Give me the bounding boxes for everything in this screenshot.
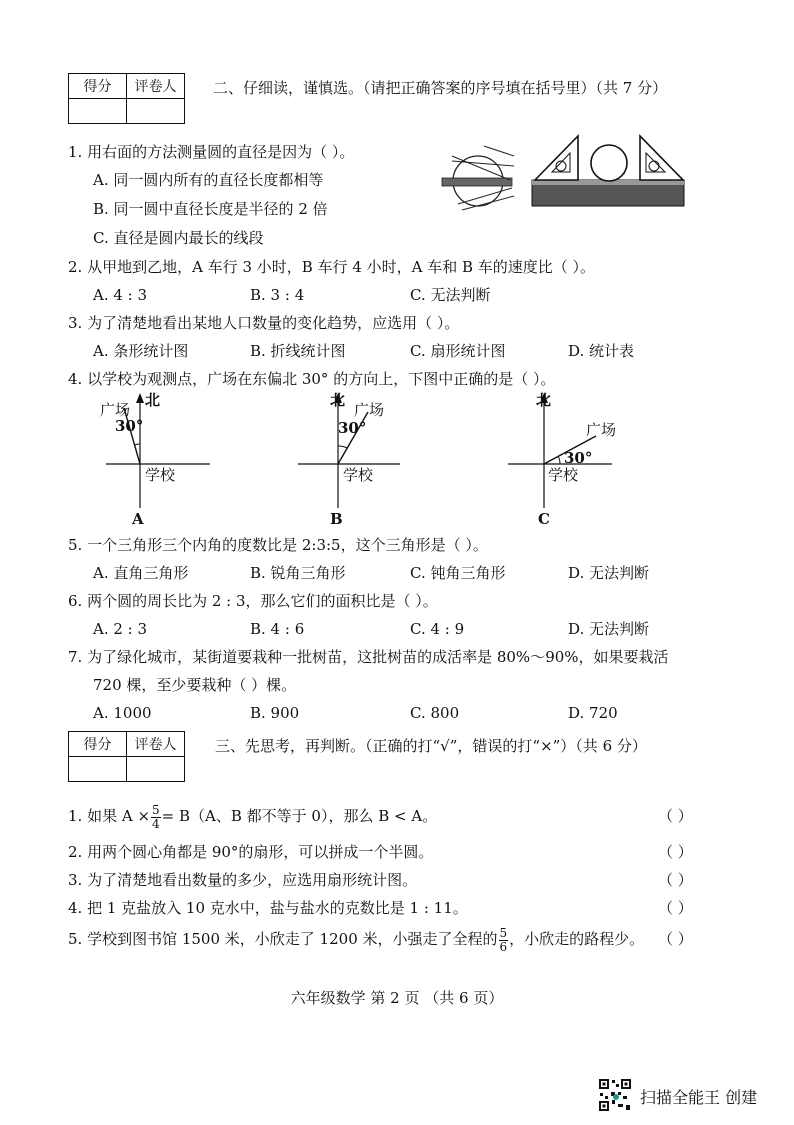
option-label-b: B xyxy=(330,510,343,528)
q7-option-d[interactable]: D. 720 xyxy=(568,704,618,722)
q7-stem-line2: 720 棵，至少要栽种（ ）棵。 xyxy=(93,676,297,694)
q7-option-c[interactable]: C. 800 xyxy=(410,704,460,722)
direction-diagram-a[interactable] xyxy=(98,390,218,530)
answer-bracket-1[interactable]: （ ） xyxy=(658,807,693,825)
q1-option-c[interactable]: C. 直径是圆内最长的线段 xyxy=(93,229,264,247)
grader-cell[interactable] xyxy=(127,99,185,124)
q4-stem: 4. 以学校为观测点，广场在东偏北 30° 的方向上，下图中正确的是（ ）。 xyxy=(68,370,556,388)
diameter-measure-illustration xyxy=(440,126,685,216)
qr-code-icon xyxy=(598,1078,632,1112)
answer-bracket-4[interactable]: （ ） xyxy=(658,899,693,917)
section3-title: 三、先思考，再判断。（正确的打“√”，错误的打“×”）（共 6 分） xyxy=(215,737,647,755)
angle-label-a: 30° xyxy=(115,417,144,435)
answer-bracket-5[interactable]: （ ） xyxy=(658,930,693,948)
grader-label: 评卷人 xyxy=(127,74,185,99)
q6-option-a[interactable]: A. 2 : 3 xyxy=(93,620,148,638)
fraction-5-4 xyxy=(151,804,161,831)
score-cell[interactable] xyxy=(69,757,127,782)
option-label-a: A xyxy=(132,510,144,528)
q7-stem: 7. 为了绿化城市，某街道要栽种一批树苗，这批树苗的成活率是 80%～90%，如果要栽活 xyxy=(68,648,669,666)
angle-label-b: 30° xyxy=(338,419,367,437)
answer-bracket-3[interactable]: （ ） xyxy=(658,871,693,889)
judge-item-5-suffix: ，小欣走的路程少。 xyxy=(509,930,645,948)
q7-option-a[interactable]: A. 1000 xyxy=(93,704,152,722)
option-label-c: C xyxy=(538,510,550,528)
judge-item-4: 4. 把 1 克盐放入 10 克水中，盐与盐水的克数比是 1 : 11。 xyxy=(68,899,468,917)
school-label-a: 学校 xyxy=(145,466,176,484)
plaza-label-c: 广场 xyxy=(586,421,617,439)
judge-item-5-prefix: 5. 学校到图书馆 1500 米，小欣走了 1200 米，小强走了全程的 xyxy=(68,930,498,948)
q2-option-b[interactable]: B. 3 : 4 xyxy=(250,286,305,304)
north-label-c: 北 xyxy=(536,391,552,409)
q1-option-b[interactable]: B. 同一圆中直径长度是半径的 2 倍 xyxy=(93,200,328,218)
school-label-b: 学校 xyxy=(343,466,374,484)
q5-option-b[interactable]: B. 锐角三角形 xyxy=(250,564,346,582)
fraction-denominator: 4 xyxy=(152,816,160,831)
grader-label: 评卷人 xyxy=(127,732,185,757)
score-cell[interactable] xyxy=(69,99,127,124)
q3-option-a[interactable]: A. 条形统计图 xyxy=(93,342,189,360)
q1-option-a[interactable]: A. 同一圆内所有的直径长度都相等 xyxy=(93,171,324,189)
q1-stem: 1. 用右面的方法测量圆的直径是因为（ ）。 xyxy=(68,143,355,161)
section2-title: 二、仔细读，谨慎选。（请把正确答案的序号填在括号里）（共 7 分） xyxy=(213,79,668,97)
score-label: 得分 xyxy=(69,74,127,99)
q5-option-d[interactable]: D. 无法判断 xyxy=(568,564,650,582)
judge-item-1-suffix: = B（A、B 都不等于 0），那么 B < A。 xyxy=(161,807,438,825)
fraction-5-6 xyxy=(499,927,509,954)
q2-stem: 2. 从甲地到乙地，A 车行 3 小时，B 车行 4 小时，A 车和 B 车的速度比（ ）。 xyxy=(68,258,596,276)
q5-option-a[interactable]: A. 直角三角形 xyxy=(93,564,189,582)
q2-option-c[interactable]: C. 无法判断 xyxy=(410,286,491,304)
fraction-numerator: 5 xyxy=(499,925,508,940)
q3-option-b[interactable]: B. 折线统计图 xyxy=(250,342,346,360)
q7-option-b[interactable]: B. 900 xyxy=(250,704,300,722)
score-label: 得分 xyxy=(69,732,127,757)
q6-stem: 6. 两个圆的周长比为 2 : 3，那么它们的面积比是（ ）。 xyxy=(68,592,438,610)
q3-option-c[interactable]: C. 扇形统计图 xyxy=(410,342,506,360)
q6-option-d[interactable]: D. 无法判断 xyxy=(568,620,650,638)
judge-item-1-prefix: 1. 如果 A × xyxy=(68,807,151,825)
grader-cell[interactable] xyxy=(127,757,185,782)
circle-with-rulers xyxy=(442,146,514,210)
answer-bracket-2[interactable]: （ ） xyxy=(658,843,693,861)
set-squares-on-ruler xyxy=(532,136,684,206)
judge-item-1 xyxy=(68,803,437,831)
score-table-section3 xyxy=(68,731,185,782)
page-footer: 六年级数学 第 2 页 （共 6 页） xyxy=(290,989,504,1007)
q3-option-d[interactable]: D. 统计表 xyxy=(568,342,635,360)
q3-stem: 3. 为了清楚地看出某地人口数量的变化趋势，应选用（ ）。 xyxy=(68,314,460,332)
judge-item-5 xyxy=(68,926,644,954)
q2-option-a[interactable]: A. 4 : 3 xyxy=(93,286,148,304)
judge-item-3: 3. 为了清楚地看出数量的多少，应选用扇形统计图。 xyxy=(68,871,418,889)
direction-diagram-b[interactable] xyxy=(296,390,416,530)
plaza-label-a: 广场 xyxy=(100,401,131,419)
north-label-b: 北 xyxy=(330,391,346,409)
north-label-a: 北 xyxy=(145,391,161,409)
plaza-label-b: 广场 xyxy=(354,401,385,419)
q6-option-b[interactable]: B. 4 : 6 xyxy=(250,620,305,638)
fraction-denominator: 6 xyxy=(499,939,508,954)
q5-option-c[interactable]: C. 钝角三角形 xyxy=(410,564,506,582)
q5-stem: 5. 一个三角形三个内角的度数比是 2:3:5，这个三角形是（ ）。 xyxy=(68,536,488,554)
scanner-brand-label: 扫描全能王 创建 xyxy=(640,1088,758,1107)
q6-option-c[interactable]: C. 4 : 9 xyxy=(410,620,465,638)
fraction-numerator: 5 xyxy=(152,802,160,817)
judge-item-2: 2. 用两个圆心角都是 90°的扇形，可以拼成一个半圆。 xyxy=(68,843,434,861)
angle-label-c: 30° xyxy=(564,449,593,467)
score-table-section2 xyxy=(68,73,185,124)
direction-diagram-c[interactable] xyxy=(506,390,626,530)
school-label-c: 学校 xyxy=(548,466,579,484)
